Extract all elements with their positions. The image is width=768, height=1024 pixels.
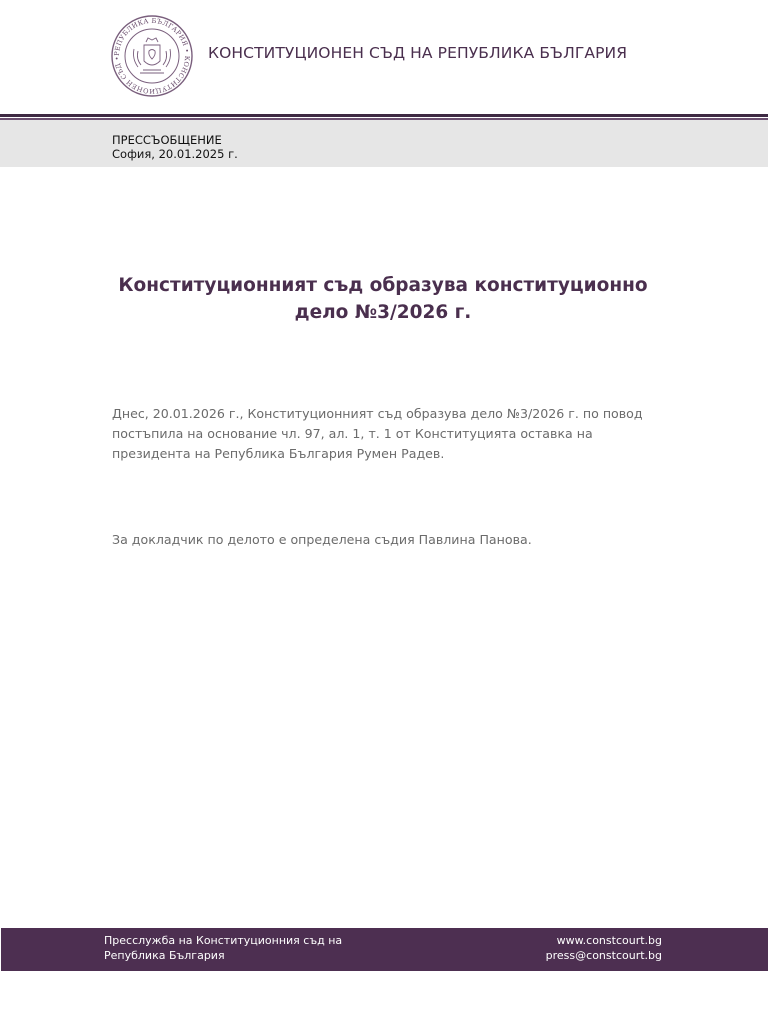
body-paragraph-2: За докладчик по делото е определена съдия Павлина Панова. [112,532,532,547]
footer-website-link[interactable]: www.constcourt.bg [556,934,662,947]
press-release-title: Конституционният съд образува конституционно дело №3/2026 г. [118,275,648,323]
court-name: КОНСТИТУЦИОНЕН СЪД НА РЕПУБЛИКА БЪЛГАРИЯ [208,44,628,62]
footer-press-office-line2: Република България [104,949,225,962]
header-divider [0,114,768,117]
page-header [0,0,768,112]
seal-ring-text: РЕПУБЛИКА БЪЛГАРИЯ • КОНСТИТУЦИОНЕН СЪД • [112,16,192,96]
info-band [0,120,768,167]
footer-press-office [104,933,342,963]
footer-press-office-line1: Пресслужба на Конституционния съд на [104,934,343,947]
footer-contacts [546,933,662,963]
footer-email-link[interactable]: press@constcourt.bg [545,949,662,962]
place-date: София, 20.01.2025 г. [112,147,238,161]
court-seal-icon [110,15,194,97]
document-type: ПРЕССЪОБЩЕНИЕ [112,133,222,147]
body-paragraph-1: Днес, 20.01.2026 г., Конституционният съд образува дело №3/2026 г. по повод постъпила на основание чл. 97, ал. 1, т. 1 от Конституцията оставка на президента на Република България Румен Радев. [112,406,643,461]
page-footer [1,928,768,971]
